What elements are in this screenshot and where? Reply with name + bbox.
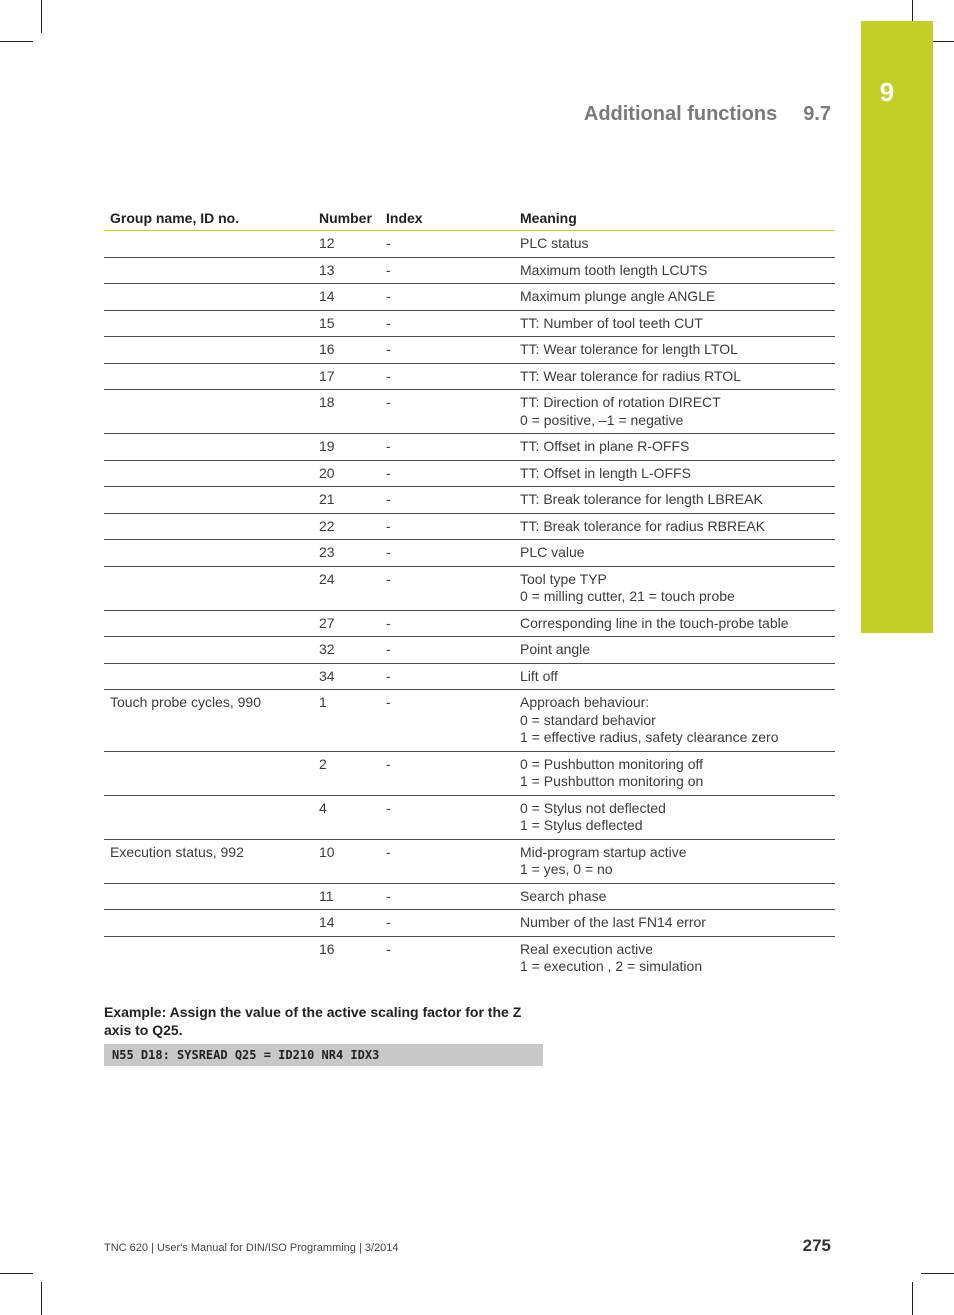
cell-group — [104, 460, 313, 487]
cell-number: 10 — [313, 839, 380, 883]
table-row — [104, 839, 835, 883]
cell-index: - — [380, 663, 514, 690]
meaning-line: TT: Break tolerance for radius RBREAK — [520, 517, 766, 534]
cell-number: 19 — [313, 434, 380, 461]
cell-group — [104, 434, 313, 461]
page-number: 275 — [802, 1236, 831, 1255]
cell-index: - — [380, 231, 514, 258]
cell-index: - — [380, 390, 514, 434]
cell-meaning — [514, 487, 835, 514]
cell-meaning — [514, 910, 835, 937]
table-row — [104, 487, 835, 514]
cell-number: 16 — [319, 940, 335, 957]
cell-number: 1 — [313, 690, 380, 752]
meaning-line: Maximum plunge angle ANGLE — [520, 288, 716, 304]
meaning-line: 0 = positive, –1 = negative — [520, 411, 684, 428]
cell-meaning — [514, 337, 835, 364]
crop-mark — [912, 1282, 913, 1315]
column-header-index: Index — [380, 206, 514, 231]
column-header-group: Group name, ID no. — [104, 206, 313, 231]
crop-mark — [41, 1282, 42, 1315]
table-row — [104, 795, 835, 839]
table-row — [104, 310, 835, 337]
meaning-line: TT: Offset in length L-OFFS — [520, 464, 691, 481]
cell-number: 24 — [313, 566, 380, 610]
cell-index: - — [380, 839, 514, 883]
crop-mark — [41, 0, 42, 33]
cell-number: 20 — [313, 460, 380, 487]
parameter-table — [104, 206, 835, 980]
meaning-line: 0 = standard behavior — [520, 711, 656, 728]
meaning-line: Corresponding line in the touch-probe table — [520, 614, 789, 631]
cell-group: Execution status, 992 — [104, 839, 313, 883]
cell-index: - — [380, 883, 514, 910]
cell-meaning — [514, 540, 835, 567]
crop-mark — [921, 1273, 954, 1274]
cell-meaning — [514, 610, 835, 637]
crop-mark — [0, 1273, 33, 1274]
meaning-line: PLC value — [520, 544, 585, 560]
meaning-line: 0 = milling cutter, 21 = touch probe — [520, 588, 735, 604]
meaning-line: 0 = Stylus not deflected — [520, 799, 666, 816]
table-row — [104, 257, 835, 284]
meaning-line: TT: Number of tool teeth CUT — [520, 314, 703, 331]
meaning-line: TT: Break tolerance for length LBREAK — [520, 491, 763, 507]
table-row — [104, 751, 835, 795]
meaning-line: 1 = effective radius, safety clearance zero — [520, 729, 779, 745]
cell-meaning — [514, 795, 835, 839]
crop-mark — [0, 41, 33, 42]
meaning-line: TT: Direction of rotation DIRECT — [520, 394, 721, 410]
table-row — [104, 637, 835, 664]
cell-group — [104, 910, 313, 937]
cell-group — [104, 795, 313, 839]
cell-group — [104, 610, 313, 637]
table-row — [104, 663, 835, 690]
cell-index: - — [380, 637, 514, 664]
chapter-number: 9 — [879, 77, 895, 107]
cell-meaning — [514, 284, 835, 311]
cell-group — [104, 310, 313, 337]
meaning-line: Search phase — [520, 887, 607, 904]
column-header-number: Number — [313, 206, 380, 231]
cell-index: - — [380, 513, 514, 540]
cell-number: 13 — [313, 257, 380, 284]
meaning-line: Approach behaviour: — [520, 694, 650, 710]
table-row — [104, 936, 835, 980]
meaning-line: Point angle — [520, 641, 591, 657]
example-title: Example: Assign the value of the active scaling factor for the Z axis to Q25. — [104, 1004, 522, 1038]
cell-index: - — [380, 795, 514, 839]
header-section: 9.7 — [803, 103, 831, 125]
meaning-line: PLC status — [520, 235, 589, 251]
meaning-line: TT: Wear tolerance for length LTOL — [520, 341, 738, 357]
cell-meaning — [514, 663, 835, 690]
meaning-line: Number of the last FN14 error — [520, 914, 706, 930]
cell-number: 21 — [313, 487, 380, 514]
cell-index: - — [380, 284, 514, 311]
cell-number: 4 — [313, 795, 380, 839]
cell-group — [104, 390, 313, 434]
running-header — [584, 103, 831, 126]
header-title: Additional functions — [583, 103, 778, 125]
meaning-line: 1 = yes, 0 = no — [520, 861, 613, 877]
cell-group — [104, 566, 313, 610]
cell-meaning — [514, 566, 835, 610]
cell-group — [104, 751, 313, 795]
cell-group — [104, 487, 313, 514]
cell-meaning — [514, 637, 835, 664]
cell-index: - — [380, 257, 514, 284]
cell-number: 14 — [313, 910, 380, 937]
cell-meaning — [514, 839, 835, 883]
cell-group — [104, 637, 313, 664]
cell-number: 22 — [313, 513, 380, 540]
table-row — [104, 540, 835, 567]
cell-meaning — [514, 751, 835, 795]
table-row — [104, 910, 835, 937]
cell-group — [104, 363, 313, 390]
cell-index: - — [380, 610, 514, 637]
cell-meaning — [514, 513, 835, 540]
cell-number: 18 — [313, 390, 380, 434]
cell-number: 23 — [313, 540, 380, 567]
cell-group — [104, 663, 313, 690]
table-row — [104, 337, 835, 364]
cell-index: - — [380, 910, 514, 937]
code-example: N55 D18: SYSREAD Q25 = ID210 NR4 IDX3 — [104, 1044, 543, 1066]
table-row — [104, 566, 835, 610]
column-header-meaning: Meaning — [514, 206, 835, 231]
table-body — [104, 231, 835, 980]
cell-index: - — [380, 690, 514, 752]
cell-number: 17 — [313, 363, 380, 390]
cell-index: - — [380, 751, 514, 795]
cell-meaning — [514, 231, 835, 258]
cell-meaning — [514, 690, 835, 752]
cell-group — [104, 936, 313, 980]
cell-number: 11 — [313, 883, 380, 910]
table-row — [104, 690, 835, 752]
cell-index: - — [386, 940, 391, 957]
cell-number: 16 — [313, 337, 380, 364]
cell-group — [104, 883, 313, 910]
table-row — [104, 883, 835, 910]
cell-meaning — [514, 257, 835, 284]
meaning-line: TT: Offset in plane R-OFFS — [520, 438, 690, 454]
cell-group: Touch probe cycles, 990 — [104, 690, 313, 752]
meaning-line: Maximum tooth length LCUTS — [520, 261, 708, 278]
cell-meaning — [514, 460, 835, 487]
table-header-row — [104, 206, 835, 231]
cell-number: 2 — [313, 751, 380, 795]
cell-meaning — [514, 310, 835, 337]
cell-meaning — [514, 883, 835, 910]
meaning-line: Mid-program startup active — [520, 843, 687, 860]
cell-group — [104, 337, 313, 364]
meaning-line: Tool type TYP — [520, 570, 607, 587]
cell-index: - — [380, 310, 514, 337]
meaning-line: 1 = execution , 2 = simulation — [520, 958, 703, 974]
table-row — [104, 231, 835, 258]
cell-index: - — [380, 540, 514, 567]
cell-group — [104, 231, 313, 258]
cell-number: 12 — [313, 231, 380, 258]
cell-index: - — [380, 363, 514, 390]
cell-meaning — [514, 390, 835, 434]
cell-index: - — [380, 337, 514, 364]
meaning-line: TT: Wear tolerance for radius RTOL — [520, 367, 741, 384]
meaning-line: 1 = Stylus deflected — [520, 817, 643, 833]
cell-group — [104, 540, 313, 567]
table-row — [104, 460, 835, 487]
cell-group — [104, 513, 313, 540]
cell-meaning — [514, 936, 835, 980]
cell-group — [104, 257, 313, 284]
cell-number: 14 — [313, 284, 380, 311]
cell-index: - — [380, 566, 514, 610]
table-row — [104, 363, 835, 390]
cell-number: 27 — [313, 610, 380, 637]
meaning-line: 0 = Pushbutton monitoring off — [520, 755, 704, 772]
chapter-tab — [861, 21, 933, 633]
cell-meaning — [514, 363, 835, 390]
table-row — [104, 513, 835, 540]
meaning-line: 1 = Pushbutton monitoring on — [520, 773, 704, 789]
cell-index: - — [380, 487, 514, 514]
cell-index: - — [380, 460, 514, 487]
meaning-line: Lift off — [520, 667, 558, 684]
cell-index: - — [380, 434, 514, 461]
cell-group — [104, 284, 313, 311]
meaning-line: Real execution active — [520, 940, 654, 957]
cell-number: 15 — [313, 310, 380, 337]
cell-number: 32 — [313, 637, 380, 664]
table-row — [104, 434, 835, 461]
table-row — [104, 390, 835, 434]
table-row — [104, 284, 835, 311]
cell-meaning — [514, 434, 835, 461]
table-row — [104, 610, 835, 637]
footer-text: TNC 620 | User's Manual for DIN/ISO Programming | 3/2014 — [104, 1242, 399, 1254]
cell-number: 34 — [313, 663, 380, 690]
